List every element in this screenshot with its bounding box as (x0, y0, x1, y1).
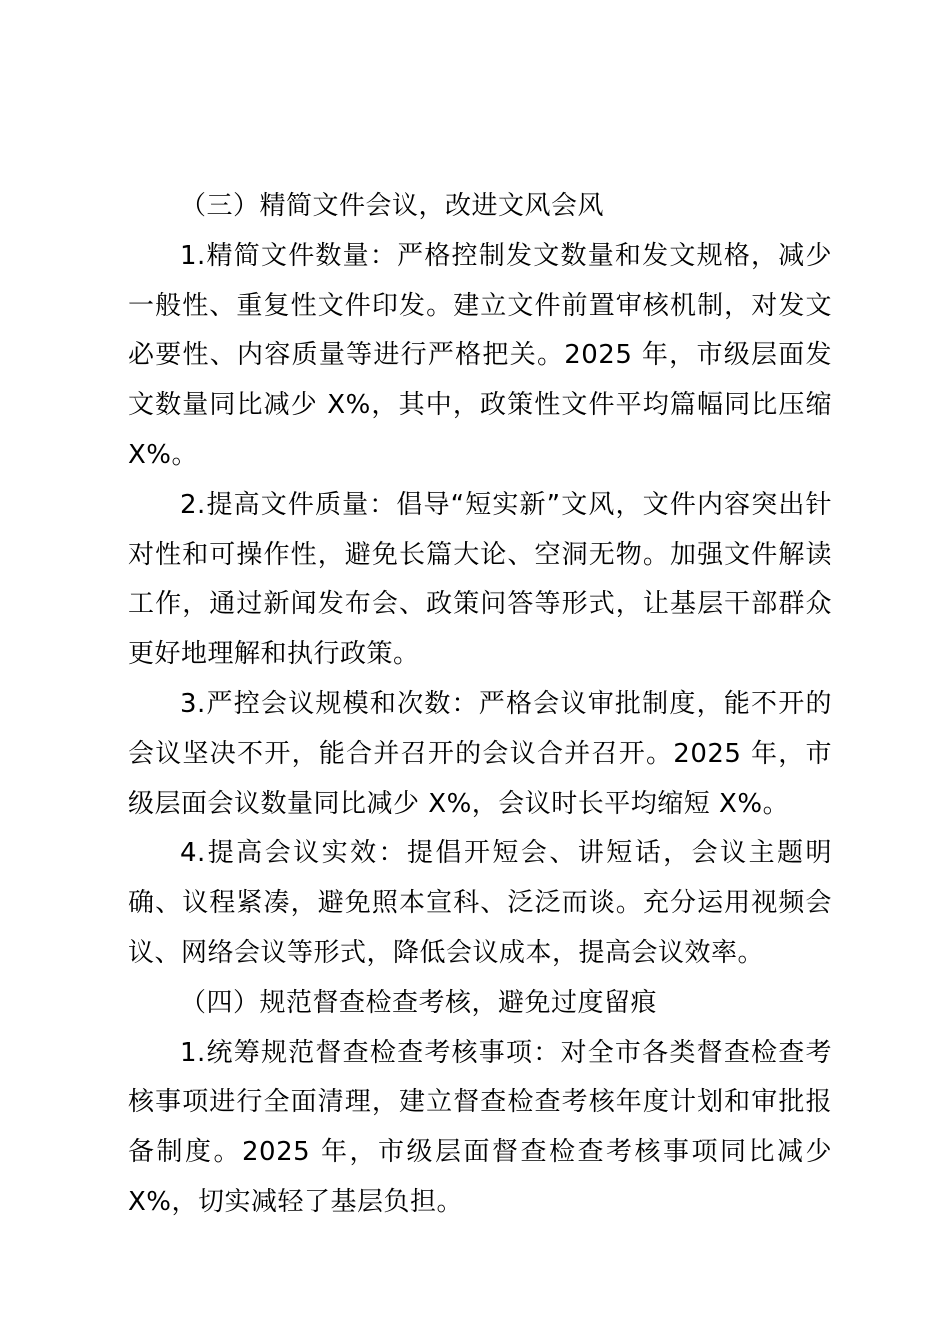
paragraph-meeting-efficiency: 4.提高会议实效：提倡开短会、讲短话，会议主题明确、议程紧凑，避免照本宣科、泛泛而谈。充分运用视频会议、网络会议等形式，降低会议成本，提高会议效率。 (128, 838, 832, 968)
paragraph-meeting-control: 3.严控会议规模和次数：严格会议审批制度，能不开的会议坚决不开，能合并召开的会议合并召开。2025 年，市级层面会议数量同比减少 X%，会议时长平均缩短 X%。 (128, 688, 832, 819)
paragraph-reduce-documents: 1.精简文件数量：严格控制发文数量和发文规格，减少一般性、重复性文件印发。建立文件前置审核机制，对发文必要性、内容质量等进行严格把关。2025 年，市级层面发文数量同比减少 X%，其中，政策性文件平均篇幅同比压缩 X%。 (128, 240, 832, 470)
section-heading-3: （三）精简文件会议，改进文风会风 (180, 191, 605, 221)
section-heading-4: （四）规范督查检查考核，避免过度留痕 (180, 987, 658, 1018)
document-body (128, 182, 832, 1228)
paragraph-document-quality: 2.提高文件质量：倡导“短实新”文风，文件内容突出针对性和可操作性，避免长篇大论、空洞无物。加强文件解读工作，通过新闻发布会、政策问答等形式，让基层干部群众更好地理解和执行政策。 (128, 489, 832, 670)
paragraph-inspection-standardization: 1.统筹规范督查检查考核事项：对全市各类督查检查考核事项进行全面清理，建立督查检查考核年度计划和审批报备制度。2025 年，市级层面督查检查考核事项同比减少 X%，切实减轻了基层负担。 (128, 1037, 832, 1217)
